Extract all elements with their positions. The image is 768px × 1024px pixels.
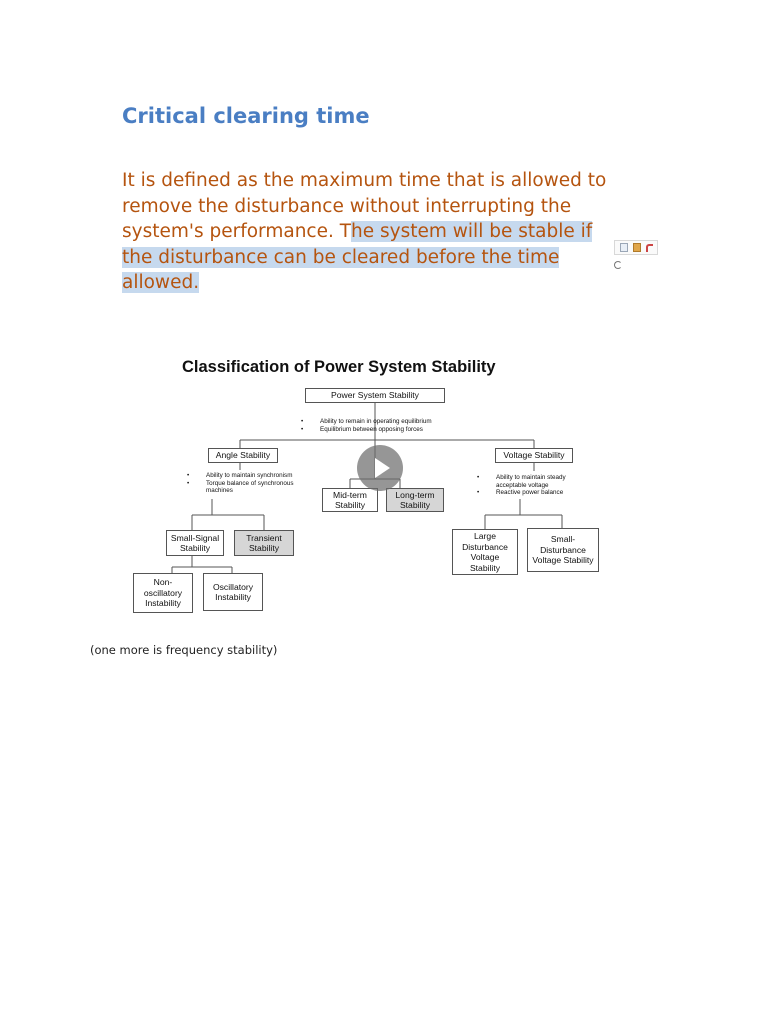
stability-classification-diagram — [130, 355, 600, 620]
node-mid-term-stability: Mid-term Stability — [322, 488, 378, 512]
node-non-oscillatory-instability: Non- oscillatory Instability — [133, 573, 193, 613]
root-bullet: • Ability to remain in operating equilibrium — [320, 418, 432, 426]
root-bullets — [320, 418, 432, 433]
voltage-bullet: • Ability to maintain steady acceptable voltage — [496, 474, 566, 489]
paste-options-icon[interactable] — [614, 261, 622, 269]
node-power-system-stability: Power System Stability — [305, 388, 445, 403]
node-transient-stability: Transient Stability — [234, 530, 294, 556]
node-long-term-stability: Long-term Stability — [386, 488, 444, 512]
diagram-title: Classification of Power System Stability — [182, 358, 496, 376]
angle-bullet: • Ability to maintain synchronism — [206, 472, 294, 480]
definition-text: It is defined as the maximum time that is allowed to remove the disturbance without interrupting the system's performance. T — [122, 170, 607, 242]
node-large-disturbance-voltage-stability: Large Disturbance Voltage Stability — [452, 529, 518, 575]
node-oscillatory-instability: Oscillatory Instability — [203, 573, 263, 611]
node-voltage-stability: Voltage Stability — [495, 448, 573, 463]
note-text: (one more is frequency stability) — [90, 643, 278, 657]
node-small-signal-stability: Small-Signal Stability — [166, 530, 224, 556]
play-button[interactable] — [357, 445, 403, 491]
selection-mini-toolbar[interactable] — [614, 240, 658, 255]
node-angle-stability: Angle Stability — [208, 448, 278, 463]
node-small-disturbance-voltage-stability: Small- Disturbance Voltage Stability — [527, 528, 599, 572]
definition-paragraph — [122, 168, 622, 296]
undo-icon[interactable] — [646, 244, 653, 252]
copy-icon[interactable] — [620, 243, 628, 252]
root-bullet: • Equilibrium between opposing forces — [320, 426, 432, 434]
format-icon[interactable] — [633, 243, 641, 252]
page-heading: Critical clearing time — [122, 104, 370, 128]
angle-bullet: • Torque balance of synchronous machines — [206, 480, 294, 495]
voltage-bullet: • Reactive power balance — [496, 489, 566, 497]
highlighted-text-selection[interactable]: he system will be stable if the disturbance can be cleared before the time allowed. — [122, 221, 593, 293]
voltage-bullets — [496, 474, 566, 497]
angle-bullets — [206, 472, 294, 495]
